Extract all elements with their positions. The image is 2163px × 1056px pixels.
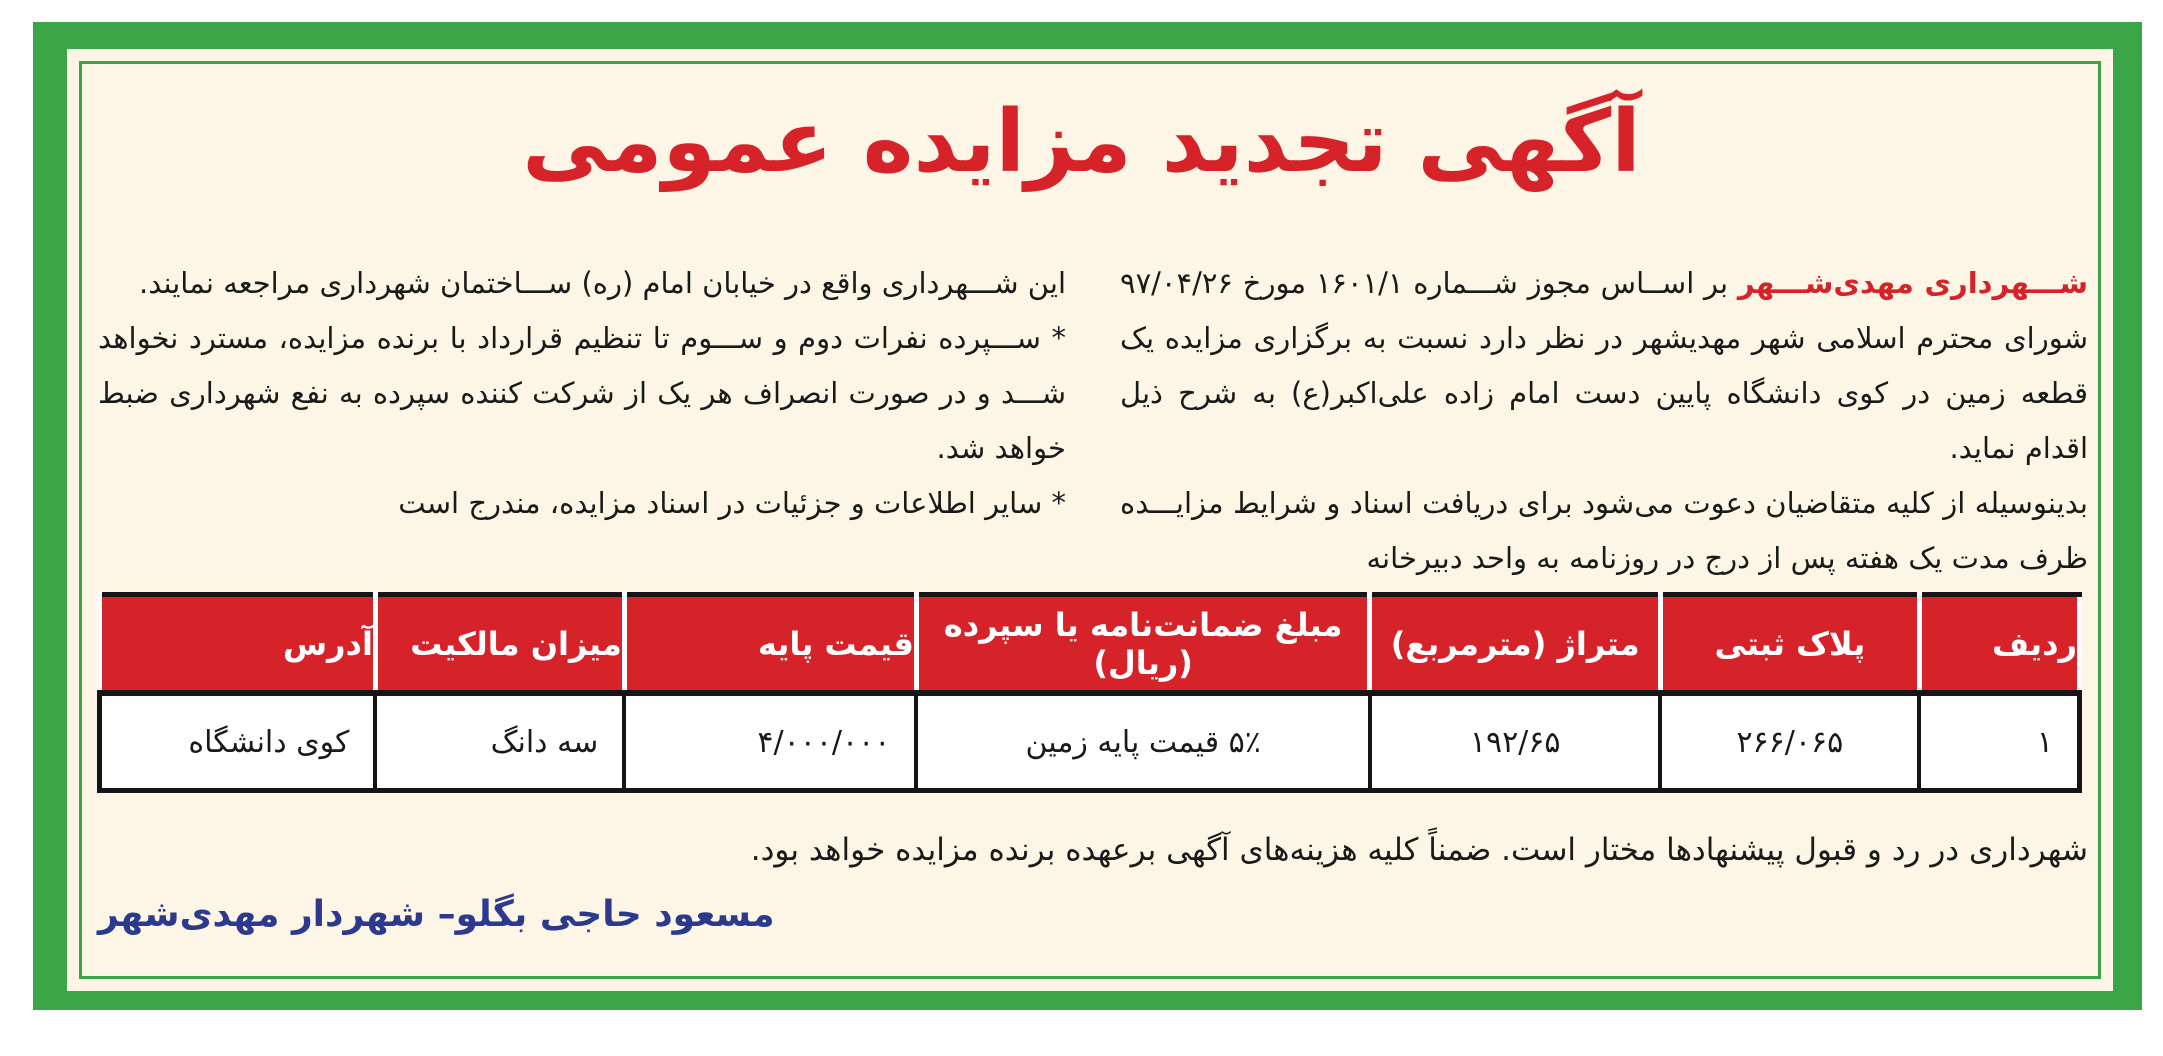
cell-address: کوی دانشگاه <box>100 693 376 791</box>
cell-area: ۱۹۲/۶۵ <box>1370 693 1661 791</box>
header-plaque: پلاک ثبتی <box>1660 595 1919 694</box>
documents-note: * سایر اطلاعات و جزئیات در اسناد مزایده، مندرج است <box>398 486 1066 520</box>
notice-title: آگهی تجدید مزایده عمومی <box>522 92 1641 192</box>
header-base-price: قیمت پایه <box>624 595 916 694</box>
continued-column <box>98 256 1066 531</box>
header-deposit: مبلغ ضمانت‌نامه یا سپرده (ریال) <box>916 595 1370 694</box>
cell-ownership: سه دانگ <box>375 693 624 791</box>
table-header-row <box>100 595 2080 694</box>
cell-plaque: ۲۶۶/۰۶۵ <box>1660 693 1919 791</box>
cell-deposit: ۵٪ قیمت پایه زمین <box>916 693 1370 791</box>
address-text: این شـــهرداری واقع در خیابان امام (ره) ســـاختمان شهرداری مراجعه نمایند. <box>139 266 1066 300</box>
mayor-signature: مسعود حاجی بگلو– شهردار مهدی‌شهر <box>98 894 775 935</box>
table-row <box>100 693 2080 791</box>
header-address: آدرس <box>100 595 376 694</box>
municipality-name: شـــهرداری مهدی‌شـــهر <box>1737 266 2088 300</box>
intro-text: بر اســاس مجوز شـــماره ۱۶۰۱/۱ مورخ ۹۷/۰۴/۲۶ شورای محترم اسلامی شهر مهدیشهر در نظر دارد نسبت به برگزاری مزایده یک قطعه زمین در کوی دانشگاه پایین دست امام زاده علی‌اکبر(ع) به شرح ذیل اقدام نماید. <box>1120 266 2088 465</box>
header-ownership: میزان مالکیت <box>375 595 624 694</box>
cell-row-number: ۱ <box>1919 693 2079 791</box>
header-area: متراژ (مترمربع) <box>1370 595 1661 694</box>
intro-paragraph <box>1120 256 2088 476</box>
auction-table <box>97 592 2082 793</box>
invitation-text: بدینوسیله از کلیه متقاضیان دعوت می‌شود برای دریافت اسناد و شرایط مزایـــده ظرف مدت یک هفته پس از درج در روزنامه به واحد دبیرخانه <box>1120 486 2088 575</box>
intro-column <box>1120 256 2088 586</box>
footer-note: شهرداری در رد و قبول پیشنهادها مختار است. ضمناً کلیه هزینه‌های آگهی برعهده برنده مزایده خواهد بود. <box>750 832 2088 868</box>
cell-base-price: ۴/۰۰۰/۰۰۰ <box>624 693 916 791</box>
deposit-condition: * ســـپرده نفرات دوم و ســـوم تا تنظیم قرارداد با برنده مزایده، مسترد نخواهد شـــد و در صورت انصراف هر یک از شرکت کننده سپرده به نفع شهرداری ضبط خواهد شد. <box>98 321 1066 465</box>
header-row-number: ردیف <box>1919 595 2079 694</box>
